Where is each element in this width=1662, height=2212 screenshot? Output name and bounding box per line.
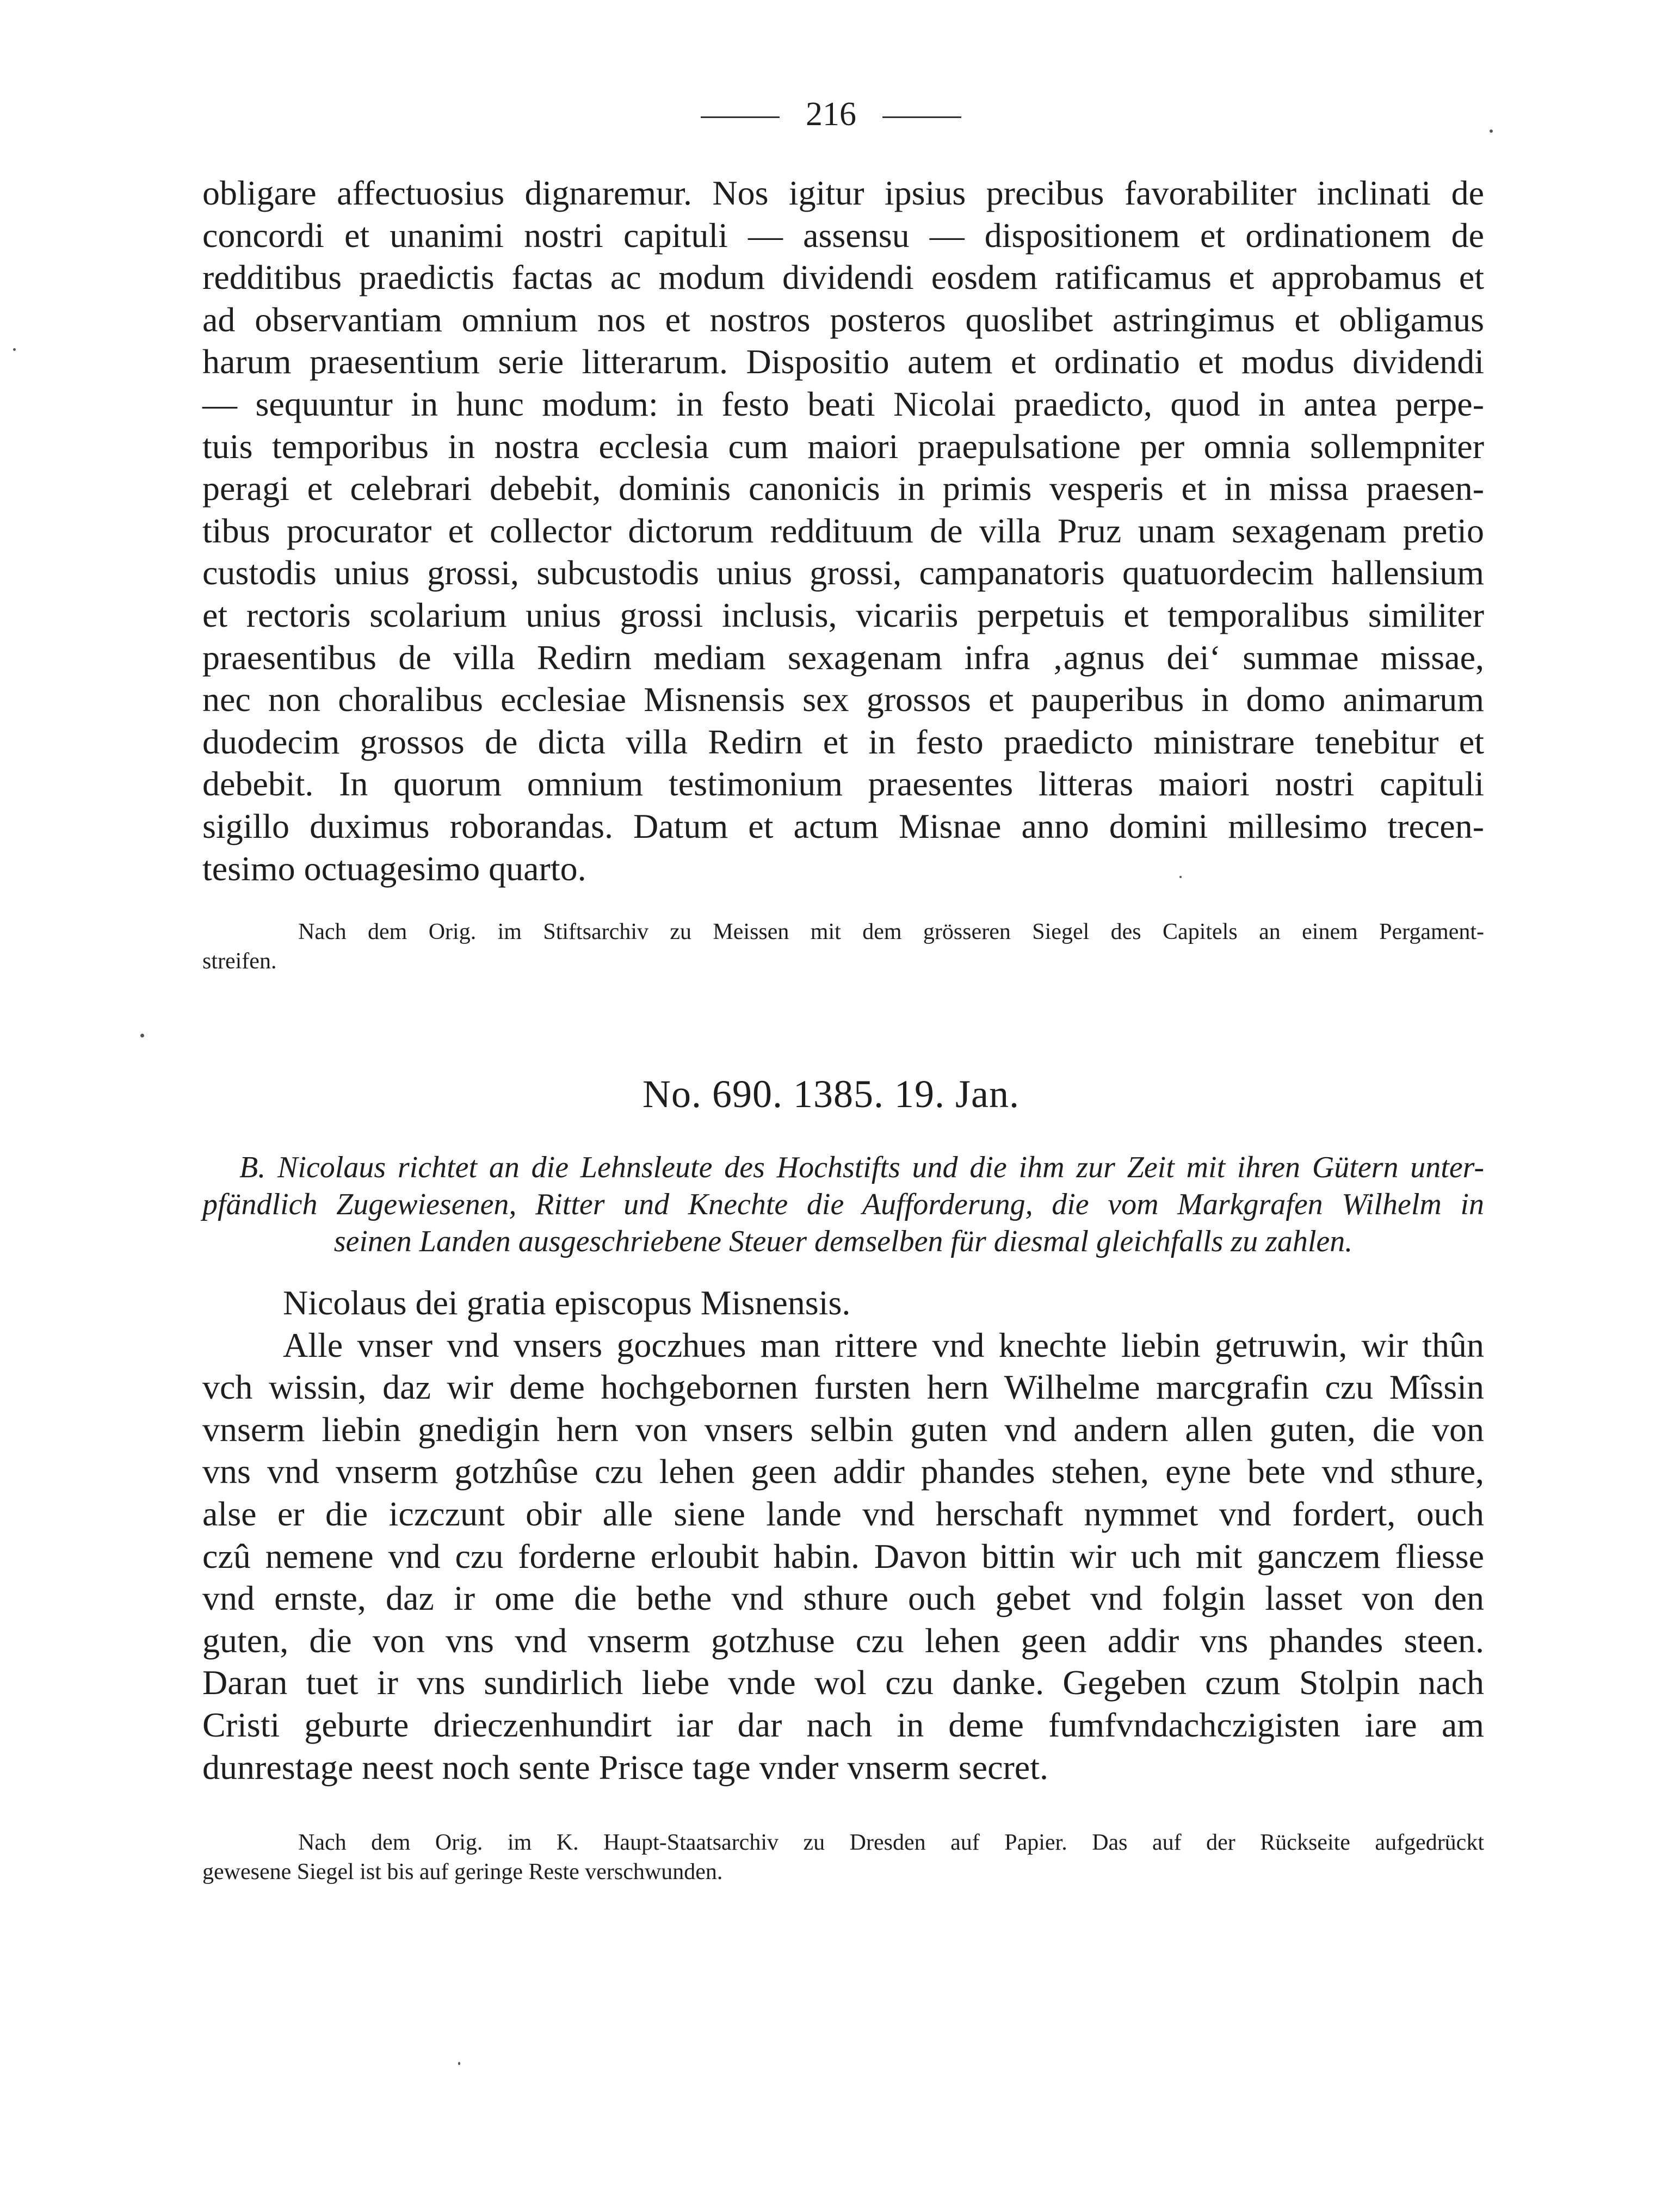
text-line: praesentibus de villa Redirn mediam sexagenam infra ‚agnus dei‘ summae missae, xyxy=(202,638,1484,677)
text-line: Cristi geburte drieczenhundirt iar dar nach in deme fumfvndachczigisten iare am xyxy=(202,1705,1484,1744)
section2-footnote xyxy=(202,1828,1484,1887)
text-line: harum praesentium serie litterarum. Dispositio autem et ordinatio et modus dividendi xyxy=(202,342,1484,381)
page-number: 216 xyxy=(806,96,856,133)
text-line: dunrestage neest noch sente Prisce tage vnder vnserm secret. xyxy=(202,1747,1048,1787)
regest-line: pfändlich Zugewiesenen, Ritter und Knechte die Aufforderung, die vom Markgrafen Wilhelm in xyxy=(202,1188,1484,1221)
page-number-row xyxy=(0,92,1662,136)
scan-speck xyxy=(458,2062,460,2065)
scan-speck xyxy=(1179,876,1182,878)
text-line: sigillo duximus roborandas. Datum et actum Misnae anno domini millesimo trecen- xyxy=(202,806,1484,845)
text-line: ad observantiam omnium nos et nostros posteros quoslibet astringimus et obligamus xyxy=(202,300,1484,339)
text-line: alse er die iczczunt obir alle siene lande vnd herschaft nymmet vnd fordert, ouch xyxy=(202,1494,1484,1533)
text-line: tesimo octuagesimo quarto. xyxy=(202,849,586,888)
section2-text xyxy=(202,1282,1484,1788)
text-line: Alle vnser vnd vnsers goczhues man rittere vnd knechte liebin getruwin, wir thûn xyxy=(283,1325,1484,1364)
text-line: vnd ernste, daz ir ome die bethe vnd sthure ouch gebet vnd folgin lasset von den xyxy=(202,1579,1484,1618)
section2-body xyxy=(202,1282,1484,1788)
text-line: concordi et unanimi nostri capituli — assensu — dispositionem et ordinationem de xyxy=(202,215,1484,255)
text-line: — sequuntur in hunc modum: in festo beati Nicolai praedicto, quod in antea perpe- xyxy=(202,384,1484,423)
text-line: guten, die von vns vnd vnserm gotzhuse czu lehen geen addir vns phandes steen. xyxy=(202,1621,1484,1660)
section1-text xyxy=(202,172,1484,889)
text-line: obligare affectuosius dignaremur. Nos igitur ipsius precibus favorabiliter inclinati de xyxy=(202,174,1484,212)
footnote-line: gewesene Siegel ist bis auf geringe Reste verschwunden. xyxy=(202,1859,723,1884)
text-line: vns vnd vnserm gotzhûse czu lehen geen addir phandes stehen, eyne bete vnd sthure, xyxy=(202,1452,1484,1491)
footnote-line: Nach dem Orig. im Stiftsarchiv zu Meissen mit dem grösseren Siegel des Capitels an einem Pergament- xyxy=(298,919,1484,944)
scan-speck xyxy=(1490,129,1493,133)
section1-body xyxy=(202,172,1484,889)
footnote-line: Nach dem Orig. im K. Haupt-Staatsarchiv zu Dresden auf Papier. Das auf der Rückseite aufgedrückt xyxy=(298,1830,1484,1855)
footnote-text xyxy=(202,917,1484,976)
page-number-dash-left xyxy=(701,116,780,118)
regest-line: B. Nicolaus richtet an die Lehnsleute des Hochstifts und die ihm zur Zeit mit ihren Gütern unter- xyxy=(239,1151,1484,1184)
text-line: redditibus praedictis factas ac modum dividendi eosdem ratificamus et approbamus et xyxy=(202,258,1484,297)
text-line: peragi et celebrari debebit, dominis canonicis in primis vesperis et in missa praesen- xyxy=(202,469,1484,508)
text-line: Daran tuet ir vns sundirlich liebe vnde wol czu danke. Gegeben czum Stolpin nach xyxy=(202,1663,1484,1702)
opening-line: Nicolaus dei gratia episcopus Misnensis. xyxy=(283,1283,851,1322)
regest-text xyxy=(202,1149,1484,1260)
regest-line: seinen Landen ausgeschriebene Steuer demselben für diesmal gleichfalls zu zahlen. xyxy=(333,1225,1353,1258)
page-number-dash-right xyxy=(882,116,961,118)
text-line: duodecim grossos de dicta villa Redirn et in festo praedicto ministrare tenebitur et xyxy=(202,722,1484,761)
text-line: et rectoris scolarium unius grossi inclusis, vicariis perpetuis et temporalibus similiter xyxy=(202,595,1484,634)
text-line: custodis unius grossi, subcustodis unius grossi, campanatoris quatuordecim hallensium xyxy=(202,553,1484,592)
document-heading: No. 690. 1385. 19. Jan. xyxy=(642,1072,1020,1116)
section1-footnote xyxy=(202,917,1484,976)
text-line: czû nemene vnd czu forderne erloubit habin. Davon bittin wir uch mit ganczem fliesse xyxy=(202,1536,1484,1575)
regest xyxy=(202,1149,1484,1260)
text-line: tuis temporibus in nostra ecclesia cum maiori praepulsatione per omnia sollempniter xyxy=(202,427,1484,466)
text-line: vch wissin, daz wir deme hochgebornen fursten hern Wilhelme marcgrafin czu Mîssin xyxy=(202,1368,1484,1407)
text-line: nec non choralibus ecclesiae Misnensis sex grossos et pauperibus in domo animarum xyxy=(202,680,1484,719)
text-line: tibus procurator et collector dictorum reddituum de villa Pruz unam sexagenam pretio xyxy=(202,511,1484,550)
footnote-line: streifen. xyxy=(202,949,277,974)
scan-speck xyxy=(13,348,16,351)
scan-speck xyxy=(140,1034,144,1037)
text-line: debebit. In quorum omnium testimonium praesentes litteras maiori nostri capituli xyxy=(202,764,1484,804)
footnote-text xyxy=(202,1828,1484,1887)
text-line: vnserm liebin gnedigin hern von vnsers selbin guten vnd andern allen guten, die von xyxy=(202,1410,1484,1449)
